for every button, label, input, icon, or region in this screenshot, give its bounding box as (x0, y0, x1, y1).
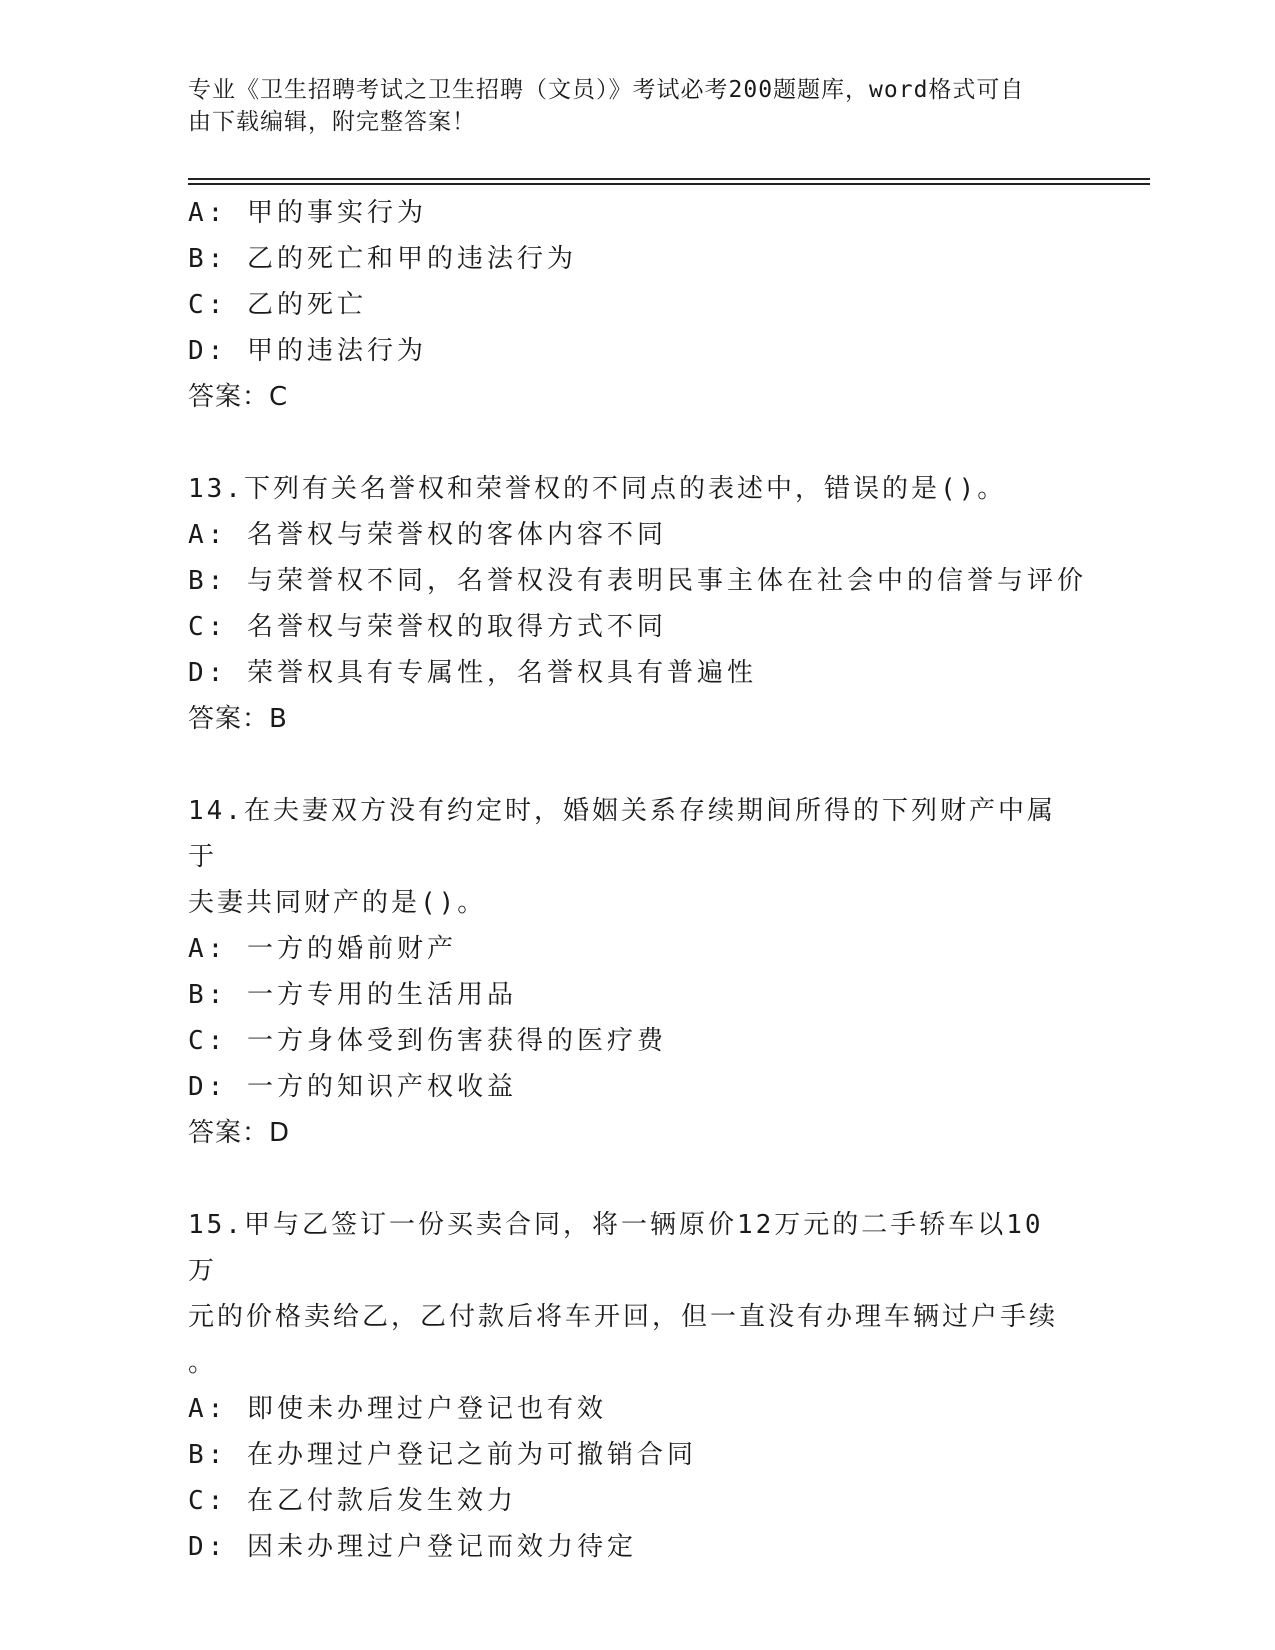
question-block-14 (188, 788, 1088, 1156)
question-text: 夫妻共同财产的是()。 (188, 888, 487, 918)
answer-label: 答案：B (188, 704, 288, 734)
option-d: D: 因未办理过户登记而效力待定 (188, 1532, 637, 1562)
document-header (188, 74, 1068, 138)
header-divider (188, 178, 1150, 180)
option-b: B: 与荣誉权不同，名誉权没有表明民事主体在社会中的信誉与评价 (188, 566, 1087, 596)
option-d: D: 一方的知识产权收益 (188, 1072, 517, 1102)
header-line: 专业《卫生招聘考试之卫生招聘（文员）》考试必考200题题库，word格式可自 (188, 77, 1025, 103)
option-a: A: 一方的婚前财产 (188, 934, 457, 964)
question-block-13 (188, 466, 1088, 742)
answer-label: 答案：D (188, 1118, 291, 1148)
option-a: A: 甲的事实行为 (188, 198, 427, 228)
option-a: A: 名誉权与荣誉权的客体内容不同 (188, 520, 667, 550)
option-b: B: 一方专用的生活用品 (188, 980, 517, 1010)
option-c: C: 一方身体受到伤害获得的医疗费 (188, 1026, 667, 1056)
option-d: D: 甲的违法行为 (188, 336, 427, 366)
question-text: 14.在夫妻双方没有约定时，婚姻关系存续期间所得的下列财产中属于 (188, 796, 1056, 872)
header-line: 由下载编辑，附完整答案！ (188, 109, 476, 135)
question-text: 13.下列有关名誉权和荣誉权的不同点的表述中，错误的是()。 (188, 474, 1007, 504)
option-b: B: 乙的死亡和甲的违法行为 (188, 244, 577, 274)
question-text: 15.甲与乙签订一份买卖合同，将一辆原价12万元的二手轿车以10万 (188, 1210, 1044, 1286)
question-list (188, 190, 1088, 1570)
option-c: C: 在乙付款后发生效力 (188, 1486, 517, 1516)
option-b: B: 在办理过户登记之前为可撤销合同 (188, 1440, 697, 1470)
question-text: 元的价格卖给乙，乙付款后将车开回，但一直没有办理车辆过户手续 (188, 1302, 1059, 1332)
question-text: 。 (188, 1348, 218, 1378)
question-block-15 (188, 1202, 1088, 1570)
option-c: C: 乙的死亡 (188, 290, 367, 320)
option-c: C: 名誉权与荣誉权的取得方式不同 (188, 612, 667, 642)
option-d: D: 荣誉权具有专属性，名誉权具有普遍性 (188, 658, 757, 688)
option-a: A: 即使未办理过户登记也有效 (188, 1394, 607, 1424)
question-block-12 (188, 190, 1088, 420)
header-divider (188, 183, 1150, 185)
answer-label: 答案：C (188, 382, 289, 412)
